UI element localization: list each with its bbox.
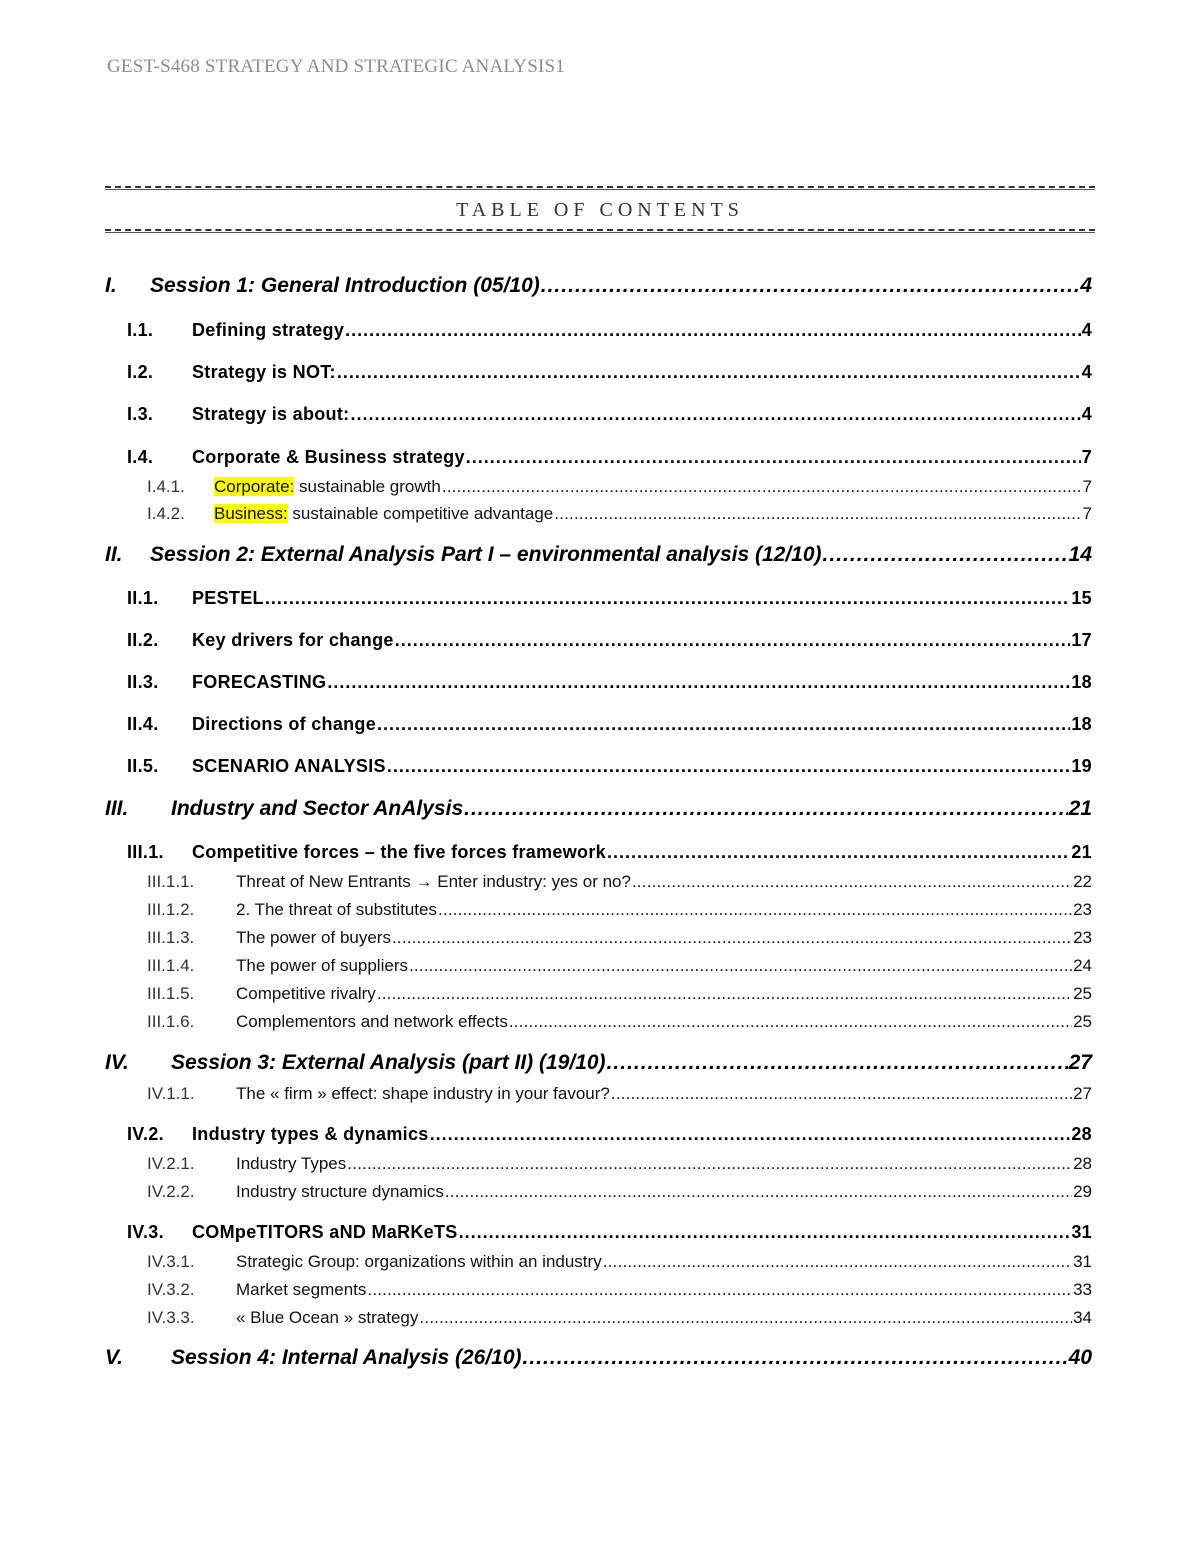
entry-number: V. [105,1346,123,1369]
entry-title: Directions of change [192,714,377,734]
entry-title: Strategic Group: organizations within an industry [236,1252,602,1271]
dot-leader [387,756,1071,777]
dot-leader [350,404,1080,425]
toc-entry[interactable] [105,842,1092,863]
entry-title: Threat of New Entrants → Enter industry: yes or no? [236,872,631,891]
toc-entry[interactable] [105,1252,1092,1272]
toc-entry[interactable] [105,477,1092,497]
entry-number: III.1.6. [147,1012,195,1031]
entry-number: I.4.2. [147,504,185,523]
entry-page: 7 [1081,447,1092,467]
entry-title: Session 1: General Introduction (05/10) [150,274,540,297]
toc-entry[interactable] [105,320,1092,341]
toc-entry[interactable] [105,1084,1092,1104]
entry-title: 2. The threat of substitutes [236,900,437,919]
toc-entry[interactable] [105,797,1092,821]
entry-number: III.1.1. [147,872,195,891]
entry-title: PESTEL [192,588,264,608]
entry-number: IV.2.1. [147,1154,195,1173]
dot-leader [632,872,1072,892]
entry-page: 19 [1071,756,1092,776]
entry-page: 15 [1071,588,1092,608]
entry-page: 24 [1073,956,1092,975]
entry-number: II.5. [127,756,159,776]
toc-entry[interactable] [105,756,1092,777]
entry-number: I.4.1. [147,477,185,496]
dot-leader [430,1124,1071,1145]
dot-leader [509,1012,1072,1032]
top-rule [105,186,1095,190]
entry-page: 4 [1081,404,1092,424]
toc-entry[interactable] [105,1051,1092,1075]
entry-title: Market segments [236,1280,367,1299]
toc-entry[interactable] [105,630,1092,651]
entry-title: Defining strategy [192,320,345,340]
dot-leader [392,928,1072,948]
entry-page: 33 [1073,1280,1092,1299]
entry-title: Complementors and network effects [236,1012,508,1031]
bottom-rule [105,229,1095,233]
entry-number: II.3. [127,672,159,692]
entry-page: 28 [1073,1154,1092,1173]
entry-number: IV.2.2. [147,1182,195,1201]
dot-leader [409,956,1072,976]
entry-page: 31 [1073,1252,1092,1271]
entry-number: III.1.5. [147,984,195,1003]
entry-number: III.1.3. [147,928,195,947]
entry-title: Session 2: External Analysis Part I – environmental analysis (12/10) [150,543,822,566]
entry-page: 21 [1071,842,1092,862]
entry-title: « Blue Ocean » strategy [236,1308,419,1327]
toc-entry[interactable] [105,1182,1092,1202]
entry-page: 4 [1080,274,1092,297]
toc-entry[interactable] [105,447,1092,468]
entry-title: Session 3: External Analysis (part II) (19/10) [171,1051,606,1074]
entry-title: Industry Types [236,1154,347,1173]
entry-page: 14 [1068,543,1092,566]
toc-entry[interactable] [105,274,1092,298]
entry-page: 31 [1071,1222,1092,1242]
entry-number: IV.2. [127,1124,164,1144]
entry-page: 18 [1071,714,1092,734]
toc-entry[interactable] [105,956,1092,976]
toc-entry[interactable] [105,588,1092,609]
entry-page: 25 [1073,984,1092,1003]
toc-entry[interactable] [105,1154,1092,1174]
dot-leader [464,797,1068,821]
entry-title: The power of buyers [236,928,391,947]
entry-title: Industry types & dynamics [192,1124,429,1144]
toc-entry[interactable] [105,1124,1092,1145]
entry-title-rest: sustainable competitive advantage [287,504,554,523]
dot-leader [607,842,1070,863]
toc-entry[interactable] [105,543,1092,567]
dot-leader [442,477,1082,497]
dot-leader [345,320,1081,341]
dot-leader [377,714,1070,735]
dot-leader [554,504,1081,524]
toc-entry[interactable] [105,1308,1092,1328]
entry-number: II.1. [127,588,159,608]
entry-page: 34 [1073,1308,1092,1327]
entry-number: II. [105,543,123,566]
dot-leader [367,1280,1072,1300]
dot-leader [445,1182,1072,1202]
entry-title: The « firm » effect: shape industry in your favour? [236,1084,610,1103]
toc-entry[interactable] [105,672,1092,693]
entry-page: 23 [1073,928,1092,947]
toc-title: TABLE OF CONTENTS [456,199,744,221]
entry-title: Strategy is about: [192,404,350,424]
dot-leader [337,362,1081,383]
entry-page: 25 [1073,1012,1092,1031]
entry-number: IV. [105,1051,129,1074]
entry-page: 4 [1081,320,1092,340]
highlighted-term: Corporate: [214,477,295,496]
entry-page: 17 [1071,630,1092,650]
toc-entry[interactable] [105,1280,1092,1300]
toc-entry[interactable] [105,900,1092,920]
dot-leader [265,588,1071,609]
entry-number: II.2. [127,630,159,650]
dot-leader [823,543,1068,567]
entry-page: 22 [1073,872,1092,891]
toc-entry[interactable] [105,404,1092,425]
entry-number: IV.3.2. [147,1280,195,1299]
entry-number: I. [105,274,117,297]
entry-page: 18 [1071,672,1092,692]
entry-number: IV.3.3. [147,1308,195,1327]
entry-title: Industry structure dynamics [236,1182,444,1201]
entry-title: Competitive forces – the five forces framework [192,842,606,862]
entry-number: I.2. [127,362,154,382]
entry-title: The power of suppliers [236,956,408,975]
highlighted-term: Business: [214,504,288,523]
entry-title: Strategy is NOT: [192,362,336,382]
toc-entry[interactable] [105,984,1092,1004]
entry-title: Competitive rivalry [236,984,376,1003]
entry-page: 40 [1068,1346,1092,1369]
toc-entry[interactable] [105,1012,1092,1032]
dot-leader [607,1051,1068,1075]
running-header: GEST-S468 STRATEGY AND STRATEGIC ANALYSIS1 [107,56,565,77]
toc-entry[interactable] [105,714,1092,735]
toc-entry[interactable] [105,928,1092,948]
toc-banner [105,186,1095,233]
dot-leader [541,274,1080,298]
entry-page: 21 [1068,797,1092,820]
toc-entry[interactable] [105,1222,1092,1243]
dot-leader [438,900,1072,920]
entry-page: 23 [1073,900,1092,919]
entry-number: III.1.2. [147,900,195,919]
entry-number: I.1. [127,320,154,340]
entry-title: COMpeTITORS aND MaRKeTS [192,1222,458,1242]
entry-number: IV.3. [127,1222,164,1242]
entry-number: III.1.4. [147,956,195,975]
entry-page: 7 [1082,477,1092,496]
entry-title: Corporate & Business strategy [192,447,465,467]
entry-number: IV.1.1. [147,1084,195,1103]
dot-leader [603,1252,1072,1272]
entry-title [214,504,553,524]
entry-number: I.3. [127,404,154,424]
entry-title: Industry and Sector AnAlysis [171,797,464,820]
entry-title: FORECASTING [192,672,327,692]
entry-number: II.4. [127,714,159,734]
entry-title: SCENARIO ANALYSIS [192,756,386,776]
dot-leader [347,1154,1072,1174]
entry-page: 29 [1073,1182,1092,1201]
dot-leader [466,447,1081,468]
entry-title: Session 4: Internal Analysis (26/10) [171,1346,522,1369]
toc-entry[interactable] [105,1346,1092,1370]
entry-page: 7 [1082,504,1092,523]
toc-entry[interactable] [105,872,1092,892]
dot-leader [419,1308,1072,1328]
entry-page: 4 [1081,362,1092,382]
entry-page: 28 [1071,1124,1092,1144]
entry-number: IV.3.1. [147,1252,195,1271]
entry-page: 27 [1073,1084,1092,1103]
dot-leader [611,1084,1072,1104]
dot-leader [377,984,1072,1004]
dot-leader [327,672,1070,693]
entry-title [214,477,441,497]
dot-leader [523,1346,1068,1370]
entry-number: III.1. [127,842,164,862]
dot-leader [395,630,1071,651]
entry-title: Key drivers for change [192,630,394,650]
toc-entry[interactable] [105,504,1092,524]
dot-leader [459,1222,1071,1243]
entry-number: III. [105,797,129,820]
entry-page: 27 [1068,1051,1092,1074]
entry-number: I.4. [127,447,154,467]
toc-entry[interactable] [105,362,1092,383]
entry-title-rest: sustainable growth [294,477,441,496]
